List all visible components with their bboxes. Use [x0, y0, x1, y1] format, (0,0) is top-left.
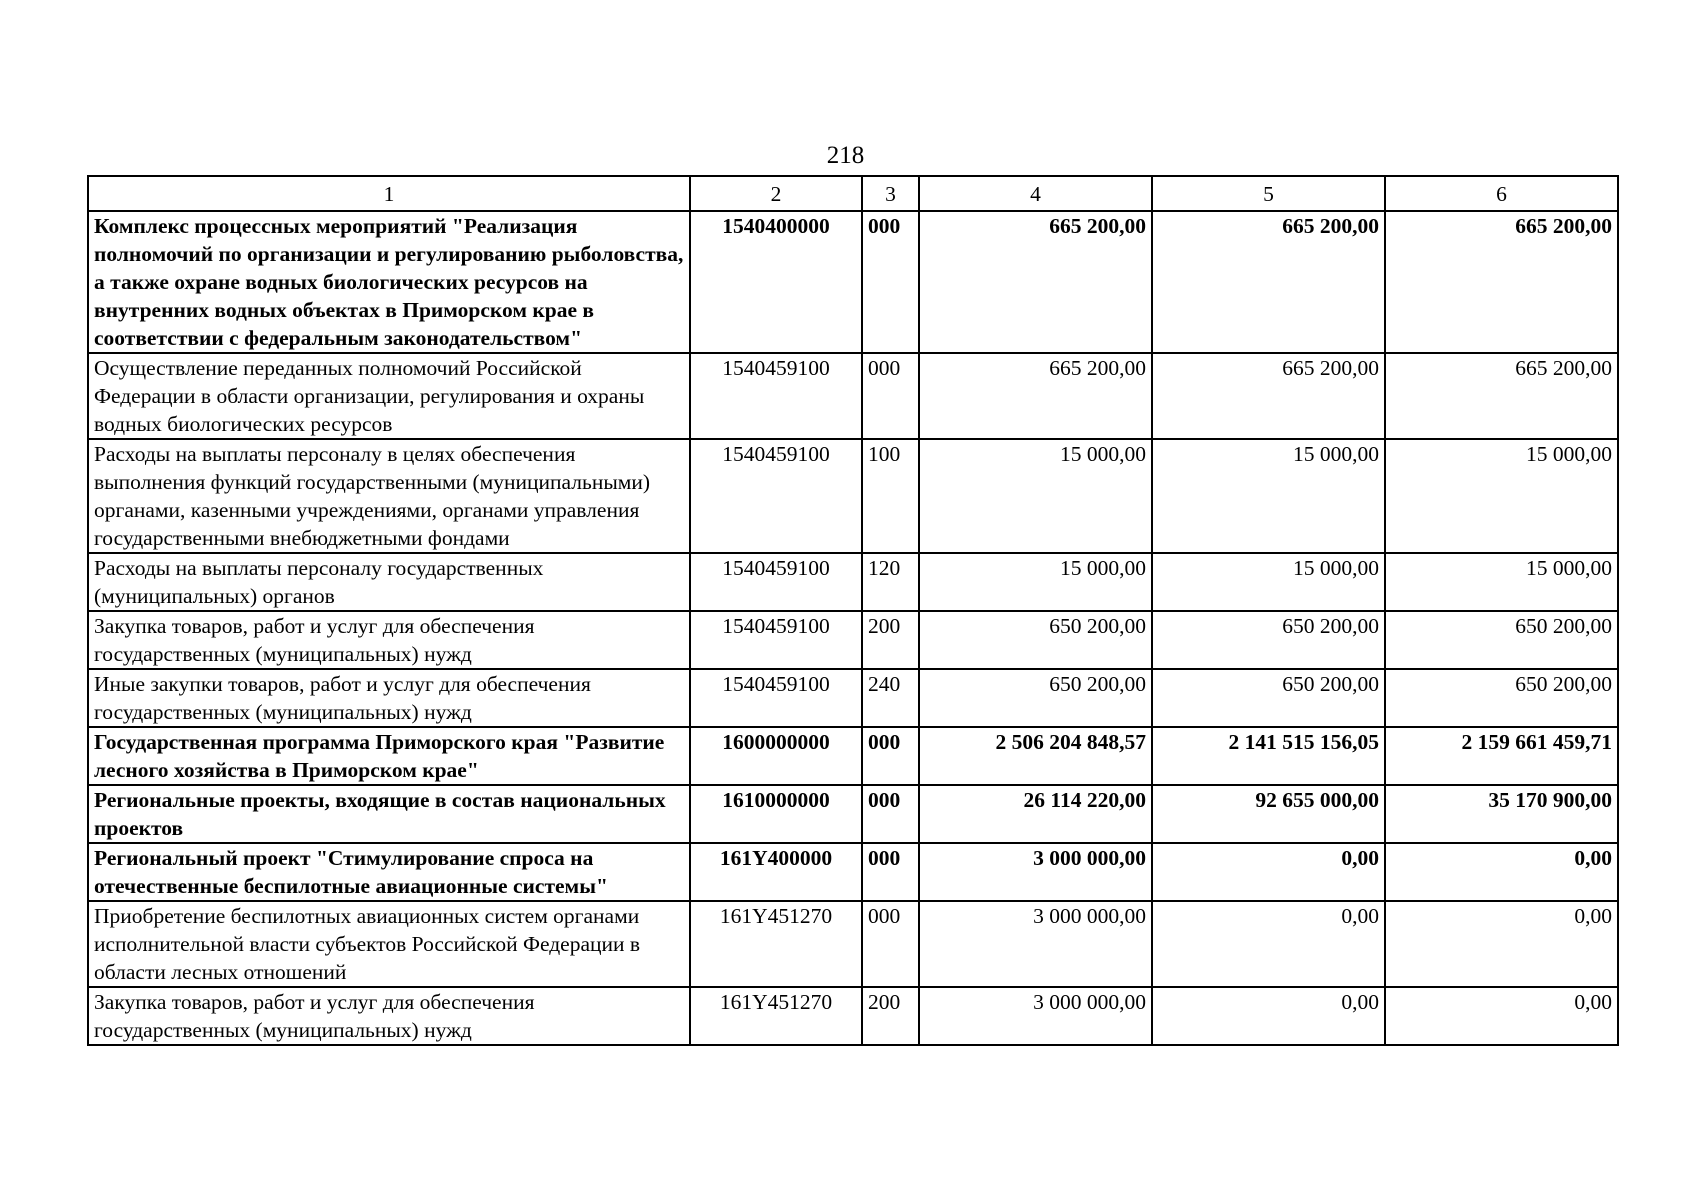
row-name: Комплекс процессных мероприятий "Реализация полномочий по организации и регулированию рыболовства, а также охране водных биологических ресурсов на внутренних водных объектах в Приморском крае в соответствии с федеральным законодательством": [88, 211, 690, 353]
row-target-article: 1540459100: [690, 439, 862, 553]
row-amount-col6: 15 000,00: [1385, 553, 1618, 611]
table-row: [88, 843, 1618, 901]
row-amount-col4: 15 000,00: [919, 439, 1152, 553]
column-header-3: 3: [862, 176, 919, 211]
row-amount-col6: 650 200,00: [1385, 611, 1618, 669]
row-target-article: 1540459100: [690, 353, 862, 439]
row-amount-col4: 650 200,00: [919, 669, 1152, 727]
row-amount-col6: 0,00: [1385, 901, 1618, 987]
row-amount-col6: 2 159 661 459,71: [1385, 727, 1618, 785]
row-target-article: 1540459100: [690, 611, 862, 669]
column-header-1: 1: [88, 176, 690, 211]
row-amount-col6: 665 200,00: [1385, 353, 1618, 439]
row-amount-col4: 3 000 000,00: [919, 987, 1152, 1045]
row-amount-col6: 0,00: [1385, 843, 1618, 901]
row-amount-col5: 15 000,00: [1152, 439, 1385, 553]
table-row: [88, 211, 1618, 353]
row-expense-type: 200: [862, 987, 919, 1045]
row-name: Закупка товаров, работ и услуг для обеспечения государственных (муниципальных) нужд: [88, 987, 690, 1045]
table-row: [88, 611, 1618, 669]
row-name: Приобретение беспилотных авиационных систем органами исполнительной власти субъектов Российской Федерации в области лесных отношений: [88, 901, 690, 987]
row-amount-col6: 665 200,00: [1385, 211, 1618, 353]
row-amount-col6: 650 200,00: [1385, 669, 1618, 727]
row-expense-type: 000: [862, 211, 919, 353]
row-name: Расходы на выплаты персоналу в целях обеспечения выполнения функций государственными (муниципальными) органами, казенными учреждениями, органами управления государственными внебюджетными фондами: [88, 439, 690, 553]
row-amount-col5: 665 200,00: [1152, 353, 1385, 439]
row-amount-col4: 665 200,00: [919, 353, 1152, 439]
row-expense-type: 240: [862, 669, 919, 727]
row-name: Государственная программа Приморского края "Развитие лесного хозяйства в Приморском крае": [88, 727, 690, 785]
row-name: Закупка товаров, работ и услуг для обеспечения государственных (муниципальных) нужд: [88, 611, 690, 669]
row-amount-col4: 26 114 220,00: [919, 785, 1152, 843]
row-amount-col5: 0,00: [1152, 901, 1385, 987]
row-expense-type: 000: [862, 843, 919, 901]
row-amount-col5: 15 000,00: [1152, 553, 1385, 611]
row-target-article: 1540459100: [690, 669, 862, 727]
row-target-article: 1540400000: [690, 211, 862, 353]
column-header-6: 6: [1385, 176, 1618, 211]
table-row: [88, 901, 1618, 987]
row-target-article: 161Y400000: [690, 843, 862, 901]
table-row: [88, 785, 1618, 843]
row-amount-col4: 3 000 000,00: [919, 901, 1152, 987]
row-amount-col5: 0,00: [1152, 843, 1385, 901]
row-amount-col5: 2 141 515 156,05: [1152, 727, 1385, 785]
row-expense-type: 000: [862, 727, 919, 785]
row-amount-col4: 665 200,00: [919, 211, 1152, 353]
row-name: Иные закупки товаров, работ и услуг для обеспечения государственных (муниципальных) нужд: [88, 669, 690, 727]
row-name: Расходы на выплаты персоналу государственных (муниципальных) органов: [88, 553, 690, 611]
table-body: [88, 211, 1618, 1045]
table-row: [88, 553, 1618, 611]
row-name: Региональный проект "Стимулирование спроса на отечественные беспилотные авиационные системы": [88, 843, 690, 901]
column-header-5: 5: [1152, 176, 1385, 211]
row-expense-type: 120: [862, 553, 919, 611]
row-amount-col4: 3 000 000,00: [919, 843, 1152, 901]
row-name: Осуществление переданных полномочий Российской Федерации в области организации, регулирования и охраны водных биологических ресурсов: [88, 353, 690, 439]
row-amount-col4: 15 000,00: [919, 553, 1152, 611]
row-expense-type: 000: [862, 785, 919, 843]
budget-table: [87, 175, 1619, 1046]
row-amount-col6: 35 170 900,00: [1385, 785, 1618, 843]
row-expense-type: 100: [862, 439, 919, 553]
row-amount-col4: 2 506 204 848,57: [919, 727, 1152, 785]
table-row: [88, 669, 1618, 727]
table-row: [88, 439, 1618, 553]
row-expense-type: 000: [862, 353, 919, 439]
row-amount-col6: 0,00: [1385, 987, 1618, 1045]
row-target-article: 1610000000: [690, 785, 862, 843]
row-expense-type: 000: [862, 901, 919, 987]
row-expense-type: 200: [862, 611, 919, 669]
header-row: [88, 176, 1618, 211]
page-number: 218: [826, 142, 865, 169]
row-amount-col5: 92 655 000,00: [1152, 785, 1385, 843]
column-header-2: 2: [690, 176, 862, 211]
row-amount-col5: 0,00: [1152, 987, 1385, 1045]
column-header-4: 4: [919, 176, 1152, 211]
table-row: [88, 727, 1618, 785]
table-row: [88, 353, 1618, 439]
row-amount-col5: 650 200,00: [1152, 611, 1385, 669]
row-amount-col5: 650 200,00: [1152, 669, 1385, 727]
row-target-article: 1600000000: [690, 727, 862, 785]
row-amount-col6: 15 000,00: [1385, 439, 1618, 553]
row-target-article: 161Y451270: [690, 901, 862, 987]
row-name: Региональные проекты, входящие в состав национальных проектов: [88, 785, 690, 843]
row-target-article: 161Y451270: [690, 987, 862, 1045]
row-amount-col5: 665 200,00: [1152, 211, 1385, 353]
table-row: [88, 987, 1618, 1045]
row-target-article: 1540459100: [690, 553, 862, 611]
row-amount-col4: 650 200,00: [919, 611, 1152, 669]
